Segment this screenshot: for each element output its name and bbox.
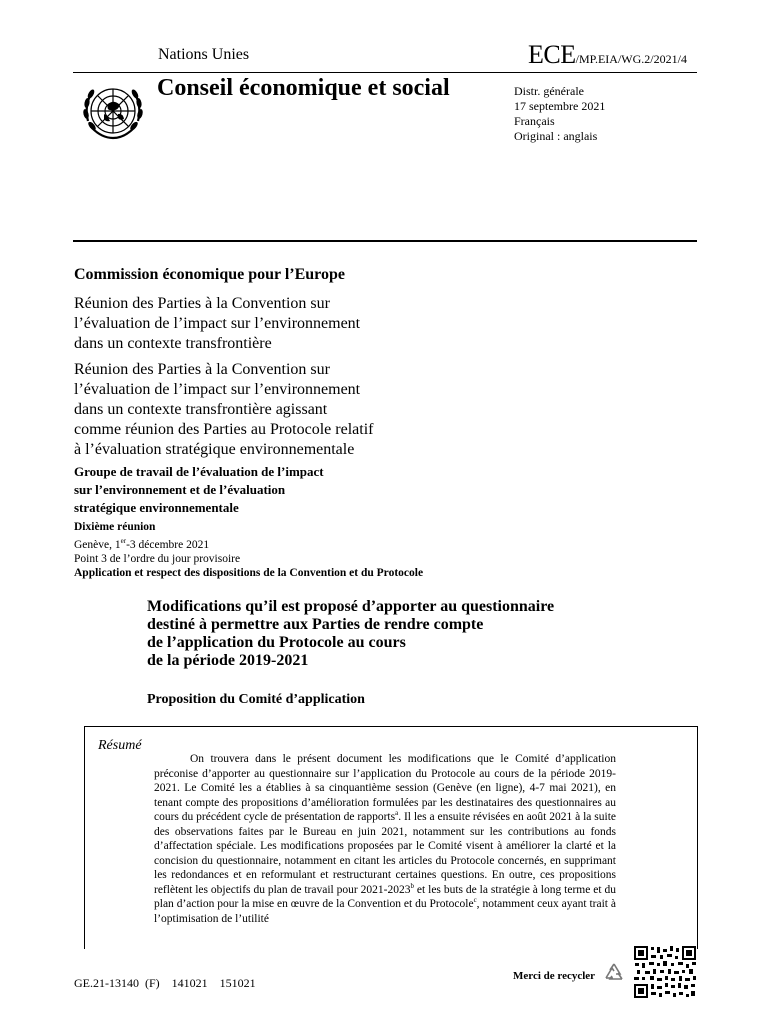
summary-heading: Résumé — [98, 738, 142, 753]
proposal-subtitle: Proposition du Comité d’application — [147, 692, 365, 707]
meeting-line: Réunion des Parties à la Convention sur — [74, 295, 330, 312]
summary-paragraph — [154, 752, 616, 926]
summary-text-2: . Il les a ensuite révisées en août 2021 à la suite des observations faites par le Bureau en juin 2021, notamment sur les contributions au fonds d’affectation spéciale. Les modifications proposées par le Comité visent à améliorer la clarté et la concision du questionnaire, notamment en citant les articles du Protocole concernés, en supprimant les redondances et en reformulant et restructurant certaines questions. En outre, ces propositions reflètent les objectifs du plan de travail pour 2021-2023 — [154, 811, 616, 896]
meeting-line: à l’évaluation stratégique environnementale — [74, 441, 355, 458]
session-block — [74, 520, 423, 580]
summary-text-4: , notamment ceux ayant trait à l’optimisation de l’utilité — [154, 898, 616, 925]
footnote-ref-c[interactable]: c — [473, 896, 477, 905]
document-job-number: GE.21-13140 (F) 141021 151021 — [74, 976, 256, 990]
header-rule — [73, 72, 697, 73]
recycle-icon — [601, 961, 627, 987]
distribution-original: Original : anglais — [514, 129, 598, 143]
symbol-rest: /MP.EIA/WG.2/2021/4 — [575, 52, 687, 66]
meeting-line: dans un contexte transfrontière agissant — [74, 401, 328, 418]
working-group-line: Groupe de travail de l’évaluation de l’impact — [74, 464, 324, 479]
footnote-ref-b[interactable]: b — [410, 881, 414, 890]
title-line: destiné à permettre aux Parties de rendre compte — [147, 616, 484, 633]
meeting-title-1 — [74, 294, 494, 354]
meeting-line: l’évaluation de l’impact sur l’environnement — [74, 315, 361, 332]
meeting-line: Réunion des Parties à la Convention sur — [74, 361, 330, 378]
meeting-line: dans un contexte transfrontière — [74, 335, 272, 352]
meeting-line: comme réunion des Parties au Protocole relatif — [74, 421, 374, 438]
distribution-block — [514, 84, 605, 144]
distribution-type: Distr. générale — [514, 84, 584, 98]
title-line: de l’application du Protocole au cours — [147, 634, 406, 651]
session-date-sup: er — [120, 537, 127, 545]
distribution-date: 17 septembre 2021 — [514, 99, 606, 113]
session-date-suffix: -3 décembre 2021 — [126, 538, 210, 551]
agenda-title: Application et respect des dispositions de la Convention et du Protocole — [74, 566, 424, 579]
summary-text-1: On trouvera dans le présent document les modifications que le Comité d’application préconise d’apporter au questionnaire sur l’application du Protocole au cours de la période 2019-2021. Le Comité les a établies à sa cinquantième session (Genève (en ligne), 4-7 mai 2021), en tenant compte des propositions d’amélioration formulées par les destinataires des questionnaires au cours du précédent cycle de présentation de rapports — [154, 753, 616, 823]
meeting-line: l’évaluation de l’impact sur l’environnement — [74, 381, 361, 398]
agenda-item: Point 3 de l’ordre du jour provisoire — [74, 552, 241, 565]
working-group-line: sur l’environnement et de l’évaluation — [74, 482, 286, 497]
council-name: Conseil économique et social — [157, 75, 450, 101]
distribution-language: Français — [514, 114, 555, 128]
working-group-line: stratégique environnementale — [74, 500, 239, 515]
document-title — [147, 598, 627, 670]
un-emblem-icon — [78, 76, 148, 146]
commission-name: Commission économique pour l’Europe — [74, 266, 345, 283]
summary-text-3: et les buts de la stratégie à long terme et du plan d’action pour la mise en œuvre de la Convention et du Protocole — [154, 883, 616, 910]
title-line: de la période 2019-2021 — [147, 652, 309, 669]
qr-code-icon[interactable] — [633, 945, 697, 999]
session-place-date — [74, 534, 423, 552]
header-thick-rule — [73, 240, 697, 242]
symbol-main: ECE — [528, 40, 576, 69]
org-name: Nations Unies — [158, 46, 250, 63]
footnote-ref-a[interactable]: a — [395, 809, 399, 818]
session-date-prefix: Genève, 1 — [74, 538, 121, 551]
recycle-label: Merci de recycler — [513, 970, 596, 982]
title-line: Modifications qu’il est proposé d’apporter au questionnaire — [147, 598, 555, 615]
meeting-title-2 — [74, 360, 494, 460]
working-group-name — [74, 463, 434, 517]
session-name: Dixième réunion — [74, 521, 156, 533]
document-symbol — [528, 40, 687, 70]
